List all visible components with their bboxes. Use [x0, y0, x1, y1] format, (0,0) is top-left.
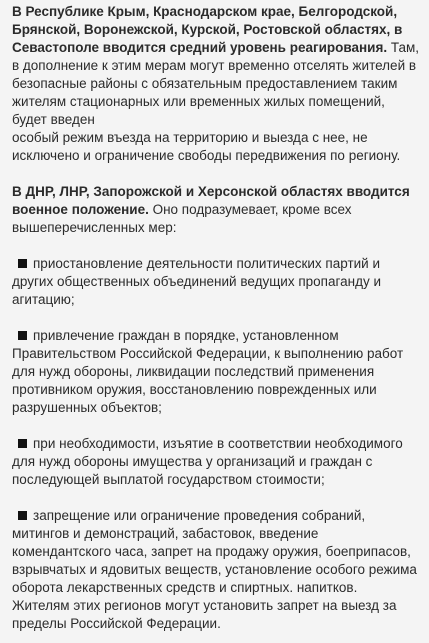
list-item-text: при необходимости, изъятие в соответствии необходимого для нужд обороны имущества у организаций и граждан с последующей выплатой государством стоимости;: [12, 436, 403, 487]
list-item: [12, 435, 421, 489]
bullet-square-icon: [18, 331, 27, 340]
paragraph-text: Оно подразумевает, кроме всех вышеперечисленных мер:: [12, 202, 352, 235]
list-item-text: приостановление деятельности политических партий и других общественных объединений ведущих пропаганду и агитацию;: [12, 256, 382, 307]
paragraph-bold-intro: В Республике Крым, Краснодарском крае, Белгородской, Брянской, Воронежской, Курской, Ростовской областях, в Севастополе вводится средний уровень реагирования.: [12, 4, 403, 55]
list-item: [12, 327, 421, 417]
list-item-text: запрещение или ограничение проведения собраний, митингов и демонстраций, забастовок, введение комендантского часа, запрет на продажу оружия, боеприпасов, взрывчатых и ядовитых веществ, установление особого режима оборота лекарственных средств и спиртных. напитков.: [12, 508, 417, 595]
list-item: [12, 507, 421, 633]
bullet-square-icon: [18, 259, 27, 268]
paragraph-text-continued: особый режим въезда на территорию и выезда с нее, не исключено и ограничение свободы передвижения по региону.: [12, 130, 401, 163]
paragraph-text: Там, в дополнение к этим мерам могут временно отселять жителей в безопасные районы с обязательным предоставлением таким жителям стационарных или временных жилых помещений, будет введен: [12, 40, 420, 127]
list-item: [12, 255, 421, 309]
paragraph-bold-intro: В ДНР, ЛНР, Запорожской и Херсонской областях вводится военное положение.: [12, 184, 410, 217]
bullet-square-icon: [18, 511, 27, 520]
list-item-text: привлечение граждан в порядке, установленном Правительством Российской Федерации, к выполнению работ для нужд обороны, ликвидации последствий применения противником оружия, восстановлению поврежденных или разрушенных объектов;: [12, 328, 404, 415]
paragraph-medium-response: [12, 3, 421, 165]
bullet-square-icon: [18, 439, 27, 448]
closing-text: Жителям этих регионов могут установить запрет на выезд за пределы Российской Федерации.: [12, 598, 397, 631]
paragraph-martial-law: [12, 183, 421, 237]
